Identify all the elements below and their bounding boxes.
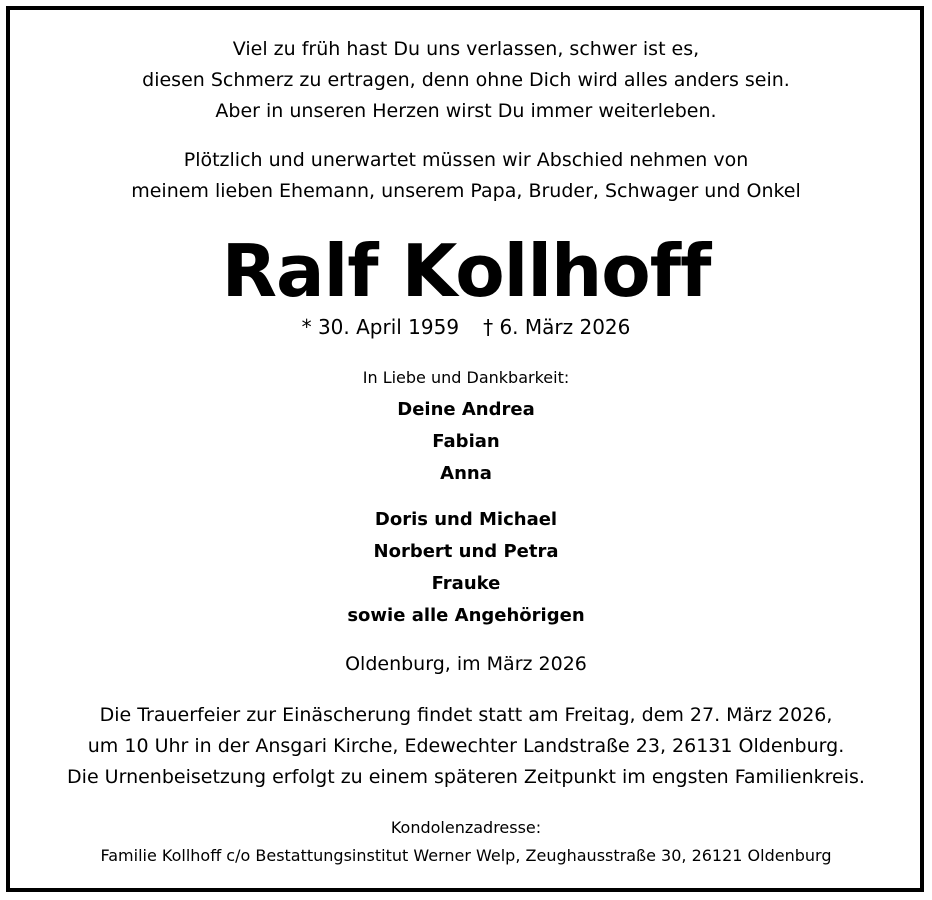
mourner-name: Deine Andrea: [397, 399, 535, 420]
funeral-line: Die Trauerfeier zur Einäscherung findet statt am Freitag, dem 27. März 2026,: [99, 704, 833, 726]
intro-line: meinem lieben Ehemann, unserem Papa, Bruder, Schwager und Onkel: [131, 180, 801, 202]
mourner-name: Frauke: [431, 573, 501, 594]
verse-line: diesen Schmerz zu ertragen, denn ohne Dich wird alles anders sein.: [142, 69, 790, 91]
funeral-info: [0, 700, 932, 793]
verse-line: Aber in unseren Herzen wirst Du immer weiterleben.: [215, 100, 717, 122]
mourners-family: [0, 394, 932, 490]
mourner-name: sowie alle Angehörigen: [347, 605, 585, 626]
condolence-label: Kondolenzadresse:: [390, 818, 542, 837]
intro-line: Plötzlich und unerwartet müssen wir Abschied nehmen von: [183, 149, 749, 171]
condolence-address: Familie Kollhoff c/o Bestattungsinstitut Werner Welp, Zeughausstraße 30, 26121 Oldenburg: [100, 846, 832, 865]
funeral-line: Die Urnenbeisetzung erfolgt zu einem späteren Zeitpunkt im engsten Familienkreis.: [67, 766, 865, 788]
intro-block: [0, 145, 932, 207]
mourners-relatives: [0, 504, 932, 632]
closing-phrase: In Liebe und Dankbarkeit:: [362, 368, 570, 387]
mourner-name: Anna: [440, 463, 492, 484]
life-dates: [0, 312, 932, 342]
mourner-name: Doris und Michael: [374, 509, 558, 530]
funeral-line: um 10 Uhr in der Ansgari Kirche, Edewechter Landstraße 23, 26131 Oldenburg.: [87, 735, 845, 757]
birth-date: * 30. April 1959: [301, 315, 460, 339]
mourner-name: Norbert und Petra: [373, 541, 559, 562]
mourner-name: Fabian: [432, 431, 500, 452]
verse-block: [0, 34, 932, 127]
verse-line: Viel zu früh hast Du uns verlassen, schwer ist es,: [232, 38, 700, 60]
death-date: † 6. März 2026: [483, 315, 631, 339]
deceased-name: Ralf Kollhoff: [221, 229, 711, 313]
place-date: Oldenburg, im März 2026: [345, 653, 587, 675]
condolence-block: [0, 814, 932, 870]
